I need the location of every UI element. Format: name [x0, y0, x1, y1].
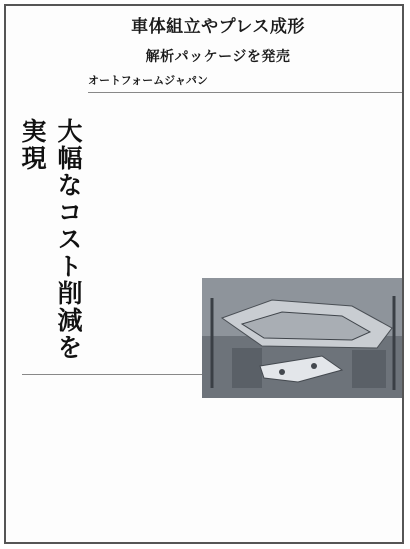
newspaper-article — [4, 4, 404, 544]
body-column-1 — [90, 94, 230, 274]
product-photo — [202, 278, 402, 398]
headline: 車体組立やプレス成形 — [131, 17, 305, 37]
subheadline: 解析パッケージを発売 — [145, 49, 291, 65]
car-body-assembly-illustration — [202, 278, 402, 398]
body-column-3 — [24, 376, 230, 536]
divider — [88, 92, 402, 93]
body-column-2 — [234, 94, 402, 274]
divider — [22, 374, 202, 375]
big-headline: 大幅なコスト削減を実現 — [18, 118, 83, 361]
body-column-4 — [236, 378, 402, 538]
byline: オートフォームジャパン — [88, 74, 208, 87]
